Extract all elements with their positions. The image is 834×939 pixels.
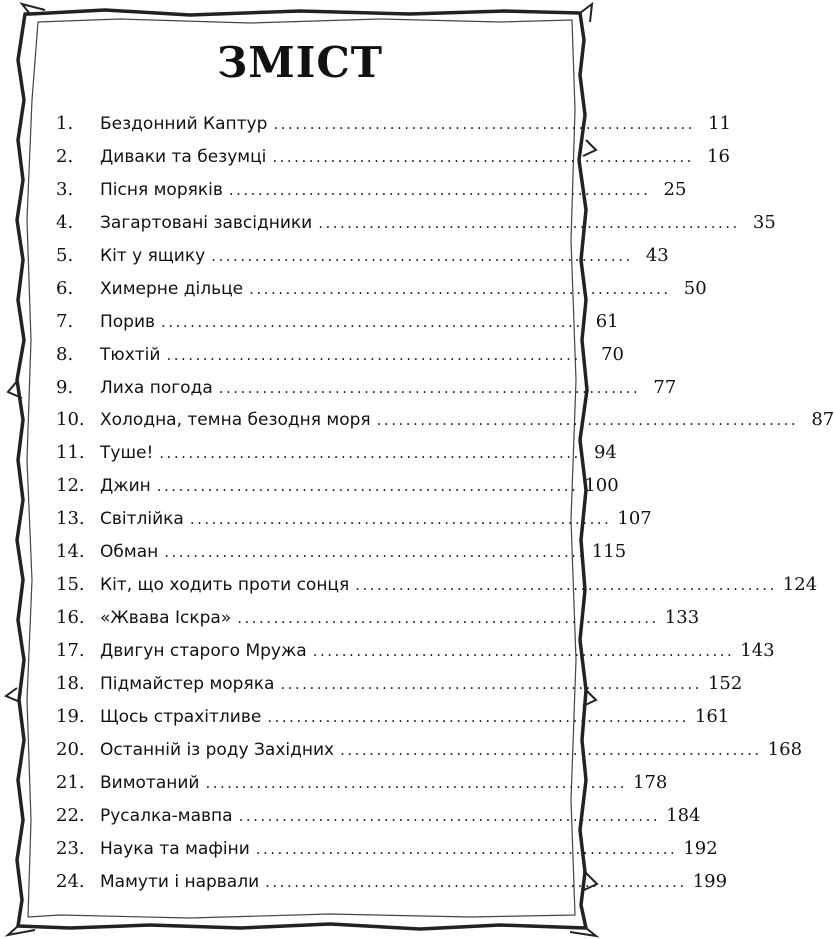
toc-entry[interactable] [56, 178, 687, 212]
toc-entry[interactable] [56, 574, 818, 607]
chapter-title: Бездонний Каптур [100, 114, 268, 134]
chapter-title: Двигун старого Мружа [100, 641, 307, 661]
chapter-number: 1. [56, 113, 74, 134]
dot-leader: .......................................................... [161, 312, 583, 331]
dot-leader: .......................................................... [376, 411, 799, 430]
page-number: 100 [584, 475, 619, 497]
chapter-title: Кіт у ящику [100, 245, 206, 266]
page-number: 152 [707, 672, 743, 694]
page-number: 11 [708, 113, 731, 134]
page-number: 161 [694, 705, 730, 727]
page-number: 192 [683, 837, 718, 859]
toc-entry[interactable] [56, 738, 803, 772]
chapter-number: 10. [56, 409, 85, 431]
toc-entry[interactable] [56, 310, 619, 344]
toc-entry[interactable] [56, 508, 652, 541]
chapter-title: Останній із роду Західних [100, 739, 335, 760]
page-number: 143 [740, 640, 775, 661]
dot-leader: .......................................................... [164, 543, 586, 562]
toc-entry[interactable] [56, 211, 776, 245]
chapter-title: Щось страхітливе [100, 706, 262, 727]
chapter-number: 19. [56, 705, 85, 727]
toc-entry[interactable] [56, 672, 743, 706]
chapter-title: Наука та мафіни [100, 838, 250, 859]
page-title: ЗМІСТ [216, 38, 384, 87]
toc-entry[interactable] [56, 705, 730, 739]
page-number: 87 [811, 409, 834, 431]
chapter-number: 6. [56, 277, 74, 299]
page-number: 61 [595, 310, 619, 332]
dot-leader: .......................................................... [156, 477, 579, 496]
chapter-title: Пісня моряків [100, 179, 223, 200]
chapter-number: 13. [56, 508, 85, 530]
toc-entry[interactable] [56, 541, 627, 574]
toc-entry[interactable] [56, 607, 700, 640]
chapter-number: 14. [56, 541, 85, 563]
chapter-title: Диваки та безумці [100, 146, 267, 167]
page-number: 70 [601, 343, 624, 365]
chapter-number: 4. [56, 211, 74, 233]
toc-entry[interactable] [56, 376, 677, 410]
toc-entry[interactable] [56, 244, 669, 278]
dot-leader: .......................................................... [267, 707, 689, 726]
toc-entry[interactable] [56, 343, 624, 377]
toc-entry[interactable] [56, 771, 668, 805]
page-number: 133 [664, 607, 700, 629]
page-number: 50 [683, 277, 707, 299]
chapter-title: Химерне дільце [100, 278, 244, 299]
chapter-number: 3. [56, 178, 74, 200]
dot-leader: .......................................................... [272, 147, 694, 166]
dot-leader: .......................................................... [166, 345, 588, 364]
chapter-title: Обман [100, 542, 159, 563]
dot-leader: .......................................................... [249, 279, 671, 298]
chapter-title: Джин [100, 476, 151, 497]
page-number: 184 [666, 804, 701, 826]
page-number: 124 [782, 574, 818, 596]
dot-leader: .......................................................... [318, 213, 740, 232]
page-number: 35 [752, 211, 776, 233]
chapter-title: Загартовані завсідники [100, 212, 313, 233]
page-number: 107 [617, 508, 652, 530]
page-number: 94 [593, 442, 617, 464]
chapter-number: 17. [56, 640, 85, 661]
toc-entry[interactable] [56, 837, 718, 871]
chapter-title: Тюхтій [100, 344, 161, 365]
chapter-number: 23. [56, 837, 85, 859]
dot-leader: .......................................................... [355, 576, 777, 595]
toc-entry[interactable] [56, 870, 728, 904]
toc-entry[interactable] [56, 804, 701, 838]
dot-leader: .......................................................... [228, 180, 651, 199]
dot-leader: .......................................................... [211, 246, 633, 265]
page-number: 115 [591, 541, 627, 563]
page-number: 168 [767, 738, 803, 760]
chapter-number: 20. [56, 738, 85, 760]
page-number: 25 [663, 178, 687, 200]
dot-leader: .......................................................... [218, 378, 641, 397]
table-of-contents [56, 113, 834, 904]
dot-leader: .......................................................... [280, 674, 702, 693]
dot-leader: .......................................................... [238, 806, 661, 825]
dot-leader: .......................................................... [159, 444, 581, 463]
chapter-number: 5. [56, 244, 74, 266]
chapter-title: Русалка-мавпа [100, 805, 233, 826]
page-number: 77 [653, 376, 677, 398]
chapter-title: Туше! [100, 443, 154, 464]
chapter-number: 8. [56, 343, 74, 365]
chapter-number: 9. [56, 376, 74, 398]
page-number: 16 [707, 145, 730, 167]
dot-leader: .......................................................... [273, 115, 695, 133]
dot-leader: .......................................................... [255, 839, 678, 858]
chapter-number: 11. [56, 442, 85, 464]
chapter-number: 12. [56, 475, 85, 497]
page-number: 43 [645, 244, 669, 266]
chapter-number: 24. [56, 870, 85, 892]
dot-leader: .......................................................... [205, 773, 628, 792]
chapter-number: 15. [56, 574, 85, 596]
chapter-title: Холодна, темна безодня моря [100, 410, 371, 431]
chapter-title: Вимотаний [100, 772, 200, 793]
chapter-title: Кіт, що ходить проти сонця [100, 575, 350, 596]
chapter-title: Лиха погода [100, 377, 213, 398]
chapter-title: «Жвава Іскра» [100, 608, 232, 629]
toc-entry[interactable] [56, 277, 707, 311]
dot-leader: .......................................................... [312, 642, 735, 660]
toc-entry[interactable] [56, 475, 619, 508]
toc-entry[interactable] [56, 640, 775, 673]
chapter-number: 2. [56, 145, 74, 167]
toc-entry[interactable] [56, 442, 617, 475]
page-number: 178 [633, 771, 668, 793]
chapter-title: Світлійка [100, 509, 184, 530]
chapter-number: 21. [56, 771, 85, 793]
chapter-number: 7. [56, 310, 74, 332]
chapter-title: Порив [100, 311, 156, 332]
chapter-number: 22. [56, 804, 85, 826]
chapter-title: Мамути і нарвали [100, 871, 260, 892]
chapter-title: Підмайстер моряка [100, 673, 275, 694]
page-number: 199 [692, 870, 728, 892]
dot-leader: .......................................................... [340, 740, 762, 759]
dot-leader: .......................................................... [265, 872, 687, 891]
toc-entry[interactable] [56, 409, 834, 442]
toc-entry[interactable] [56, 113, 731, 146]
chapter-number: 16. [56, 607, 85, 629]
dot-leader: .......................................................... [189, 510, 612, 529]
toc-entry[interactable] [56, 145, 730, 179]
chapter-number: 18. [56, 672, 85, 694]
dot-leader: .......................................................... [237, 609, 659, 628]
